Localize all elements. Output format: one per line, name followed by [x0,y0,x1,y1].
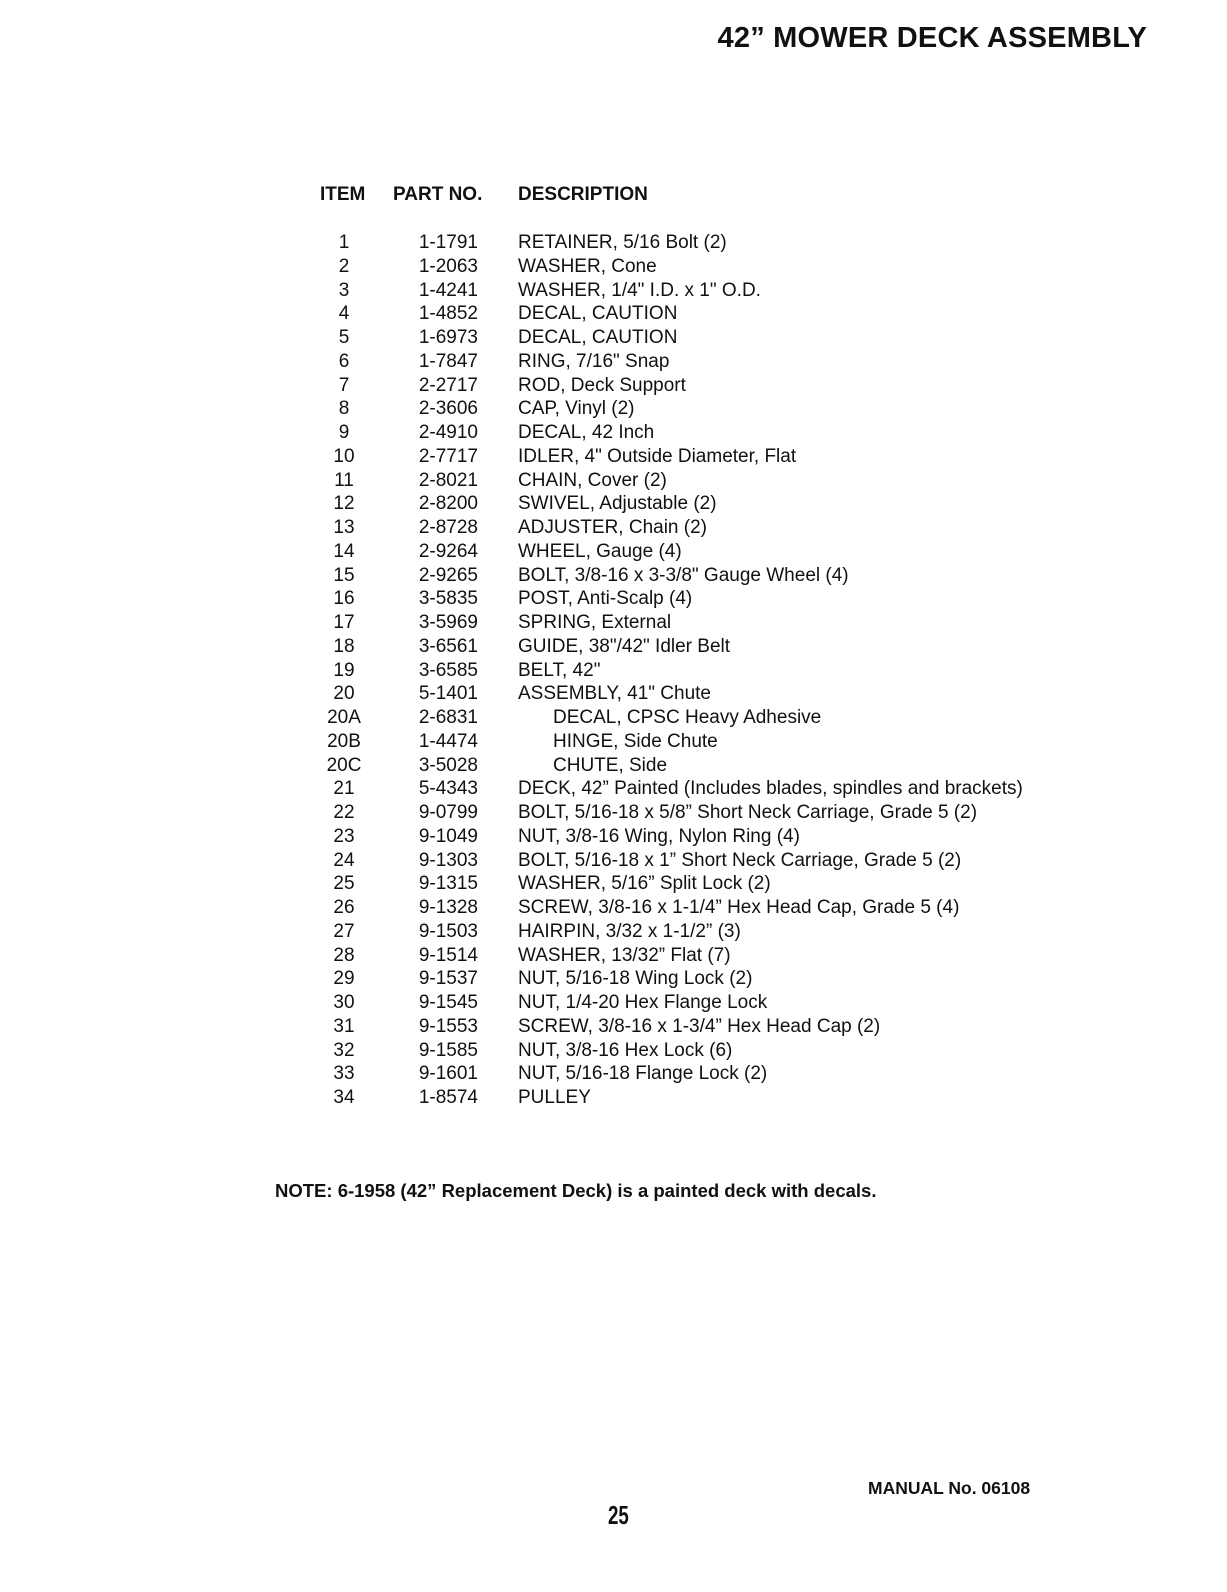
item-number: 15 [333,564,355,586]
part-description: DECAL, CPSC Heavy Adhesive [553,707,822,728]
manual-number: MANUAL No. 06108 [868,1478,1031,1498]
item-number: 16 [333,588,355,610]
table-row [0,920,1227,944]
table-row [0,279,1227,303]
part-number: 9-1514 [418,944,478,966]
table-row [0,445,1227,469]
table-row [0,611,1227,635]
table-row [0,564,1227,588]
part-number: 2-8200 [418,493,478,515]
table-row [0,706,1227,730]
part-number: 1-4241 [418,279,478,301]
part-description: NUT, 5/16-18 Wing Lock (2) [518,968,753,990]
table-row [0,1086,1227,1110]
table-row [0,397,1227,421]
item-number: 23 [333,825,355,847]
part-description: NUT, 3/8-16 Hex Lock (6) [518,1039,733,1061]
part-description: RETAINER, 5/16 Bolt (2) [518,232,727,253]
part-description: NUT, 3/8-16 Wing, Nylon Ring (4) [518,825,800,847]
parts-list [0,231,1227,1110]
table-row [0,1039,1227,1063]
part-number: 9-1303 [418,849,478,871]
item-number: 20 [333,683,355,705]
table-row [0,682,1227,706]
part-description: WASHER, Cone [518,255,657,277]
part-description: BOLT, 5/16-18 x 5/8” Short Neck Carriage, Grade 5 (2) [518,802,978,823]
table-row [0,255,1227,279]
item-number: 8 [338,398,350,420]
part-description: GUIDE, 38"/42" Idler Belt [518,635,731,657]
table-row [0,231,1227,255]
part-number: 2-7717 [418,445,478,467]
table-row [0,777,1227,801]
part-number: 1-4852 [418,303,478,325]
part-description: CHUTE, Side [553,754,668,776]
page-title: 42” MOWER DECK ASSEMBLY [717,22,1147,54]
item-number: 25 [333,873,355,895]
table-row [0,730,1227,754]
item-number: 24 [333,849,355,871]
part-number: 1-2063 [418,255,478,277]
part-description: ADJUSTER, Chain (2) [518,517,707,538]
item-number: 26 [333,897,355,918]
item-number: 28 [333,944,355,966]
part-description: CHAIN, Cover (2) [518,469,667,491]
item-number: 30 [333,992,355,1013]
part-number: 2-9264 [418,540,478,562]
part-description: HAIRPIN, 3/32 x 1-1/2” (3) [518,920,741,942]
part-number: 2-8728 [418,517,478,538]
part-description: SWIVEL, Adjustable (2) [518,493,717,515]
column-header-part-no: PART NO. [393,184,483,205]
item-number: 31 [333,1015,355,1037]
table-row [0,944,1227,968]
item-number: 4 [338,303,350,325]
item-number: 20C [326,754,362,776]
table-row [0,540,1227,564]
part-number: 9-1537 [418,968,478,990]
part-description: BELT, 42" [518,659,601,681]
page-number: 25 [608,1500,629,1530]
item-number: 27 [333,920,355,942]
part-number: 9-1585 [418,1039,478,1061]
item-number: 10 [333,445,355,467]
table-row [0,421,1227,445]
item-number: 32 [333,1039,355,1061]
item-number: 2 [338,255,350,277]
part-number: 2-2717 [418,374,478,396]
item-number: 20A [327,707,361,728]
part-description: BOLT, 3/8-16 x 3-3/8" Gauge Wheel (4) [518,564,849,586]
table-row [0,374,1227,398]
part-description: IDLER, 4" Outside Diameter, Flat [518,445,797,467]
item-number: 11 [334,469,354,491]
part-number: 2-4910 [418,422,478,443]
item-number: 34 [333,1087,355,1108]
part-number: 2-3606 [418,398,478,420]
table-row [0,350,1227,374]
table-row [0,1015,1227,1039]
item-number: 19 [333,659,355,681]
part-number: 5-1401 [418,683,478,705]
column-header-item: ITEM [320,184,366,205]
part-number: 1-1791 [418,232,478,253]
item-number: 6 [338,350,350,372]
part-number: 3-6585 [418,659,478,681]
part-number: 9-1503 [418,920,478,942]
item-number: 1 [338,232,350,253]
part-number: 1-6973 [418,327,478,348]
item-number: 13 [333,517,355,538]
item-number: 33 [333,1063,355,1085]
table-row [0,469,1227,493]
part-number: 9-1328 [418,897,478,918]
part-description: BOLT, 5/16-18 x 1” Short Neck Carriage, Grade 5 (2) [518,849,962,871]
part-description: DECK, 42” Painted (Includes blades, spindles and brackets) [518,778,1023,800]
part-number: 3-5835 [418,588,478,610]
item-number: 22 [333,802,355,823]
table-row [0,326,1227,350]
part-description: DECAL, CAUTION [518,303,678,325]
table-row [0,1062,1227,1086]
part-number: 3-5028 [418,754,478,776]
part-number: 5-4343 [418,778,478,800]
item-number: 18 [333,635,355,657]
part-number: 9-0799 [418,802,478,823]
item-number: 14 [333,540,355,562]
table-row [0,516,1227,540]
table-row [0,492,1227,516]
table-row [0,896,1227,920]
part-description: POST, Anti-Scalp (4) [518,588,693,610]
part-description: WASHER, 5/16” Split Lock (2) [518,873,771,895]
table-row [0,967,1227,991]
part-description: CAP, Vinyl (2) [518,398,635,420]
part-description: NUT, 5/16-18 Flange Lock (2) [518,1063,768,1085]
table-row [0,659,1227,683]
part-number: 2-6831 [418,707,478,728]
part-number: 9-1315 [418,873,478,895]
part-number: 2-9265 [418,564,478,586]
item-number: 3 [338,279,350,301]
item-number: 21 [333,778,355,800]
part-number: 1-4474 [418,730,478,752]
part-description: WASHER, 13/32” Flat (7) [518,944,731,966]
part-number: 9-1049 [418,825,478,847]
item-number: 5 [338,327,350,348]
part-description: DECAL, CAUTION [518,327,678,348]
part-number: 3-6561 [418,635,478,657]
part-description: SCREW, 3/8-16 x 1-1/4” Hex Head Cap, Grade 5 (4) [518,897,960,918]
part-description: RING, 7/16" Snap [518,350,670,372]
part-number: 2-8021 [418,469,478,491]
part-number: 9-1545 [418,992,478,1013]
item-number: 7 [338,374,350,396]
table-row [0,991,1227,1015]
column-header-description: DESCRIPTION [518,184,648,205]
part-description: HINGE, Side Chute [553,730,718,752]
part-description: PULLEY [518,1087,591,1108]
part-description: WASHER, 1/4" I.D. x 1" O.D. [518,279,761,301]
note: NOTE: 6-1958 (42” Replacement Deck) is a painted deck with decals. [275,1180,877,1201]
table-row [0,587,1227,611]
item-number: 12 [333,493,355,515]
part-description: ASSEMBLY, 41" Chute [518,683,711,705]
part-number: 9-1601 [418,1063,478,1085]
part-description: NUT, 1/4-20 Hex Flange Lock [518,992,768,1013]
table-row [0,825,1227,849]
table-row [0,754,1227,778]
part-description: SPRING, External [518,612,672,633]
part-number: 1-7847 [418,350,478,372]
item-number: 17 [333,612,355,633]
item-number: 29 [333,968,355,990]
part-description: SCREW, 3/8-16 x 1-3/4” Hex Head Cap (2) [518,1015,881,1037]
table-row [0,872,1227,896]
part-number: 1-8574 [418,1087,478,1108]
part-number: 3-5969 [418,612,478,633]
table-row [0,801,1227,825]
table-row [0,302,1227,326]
item-number: 9 [338,422,350,443]
part-description: WHEEL, Gauge (4) [518,540,682,562]
part-description: ROD, Deck Support [518,374,686,396]
part-description: DECAL, 42 Inch [518,422,655,443]
table-row [0,635,1227,659]
table-row [0,849,1227,873]
item-number: 20B [327,730,361,752]
part-number: 9-1553 [418,1015,478,1037]
